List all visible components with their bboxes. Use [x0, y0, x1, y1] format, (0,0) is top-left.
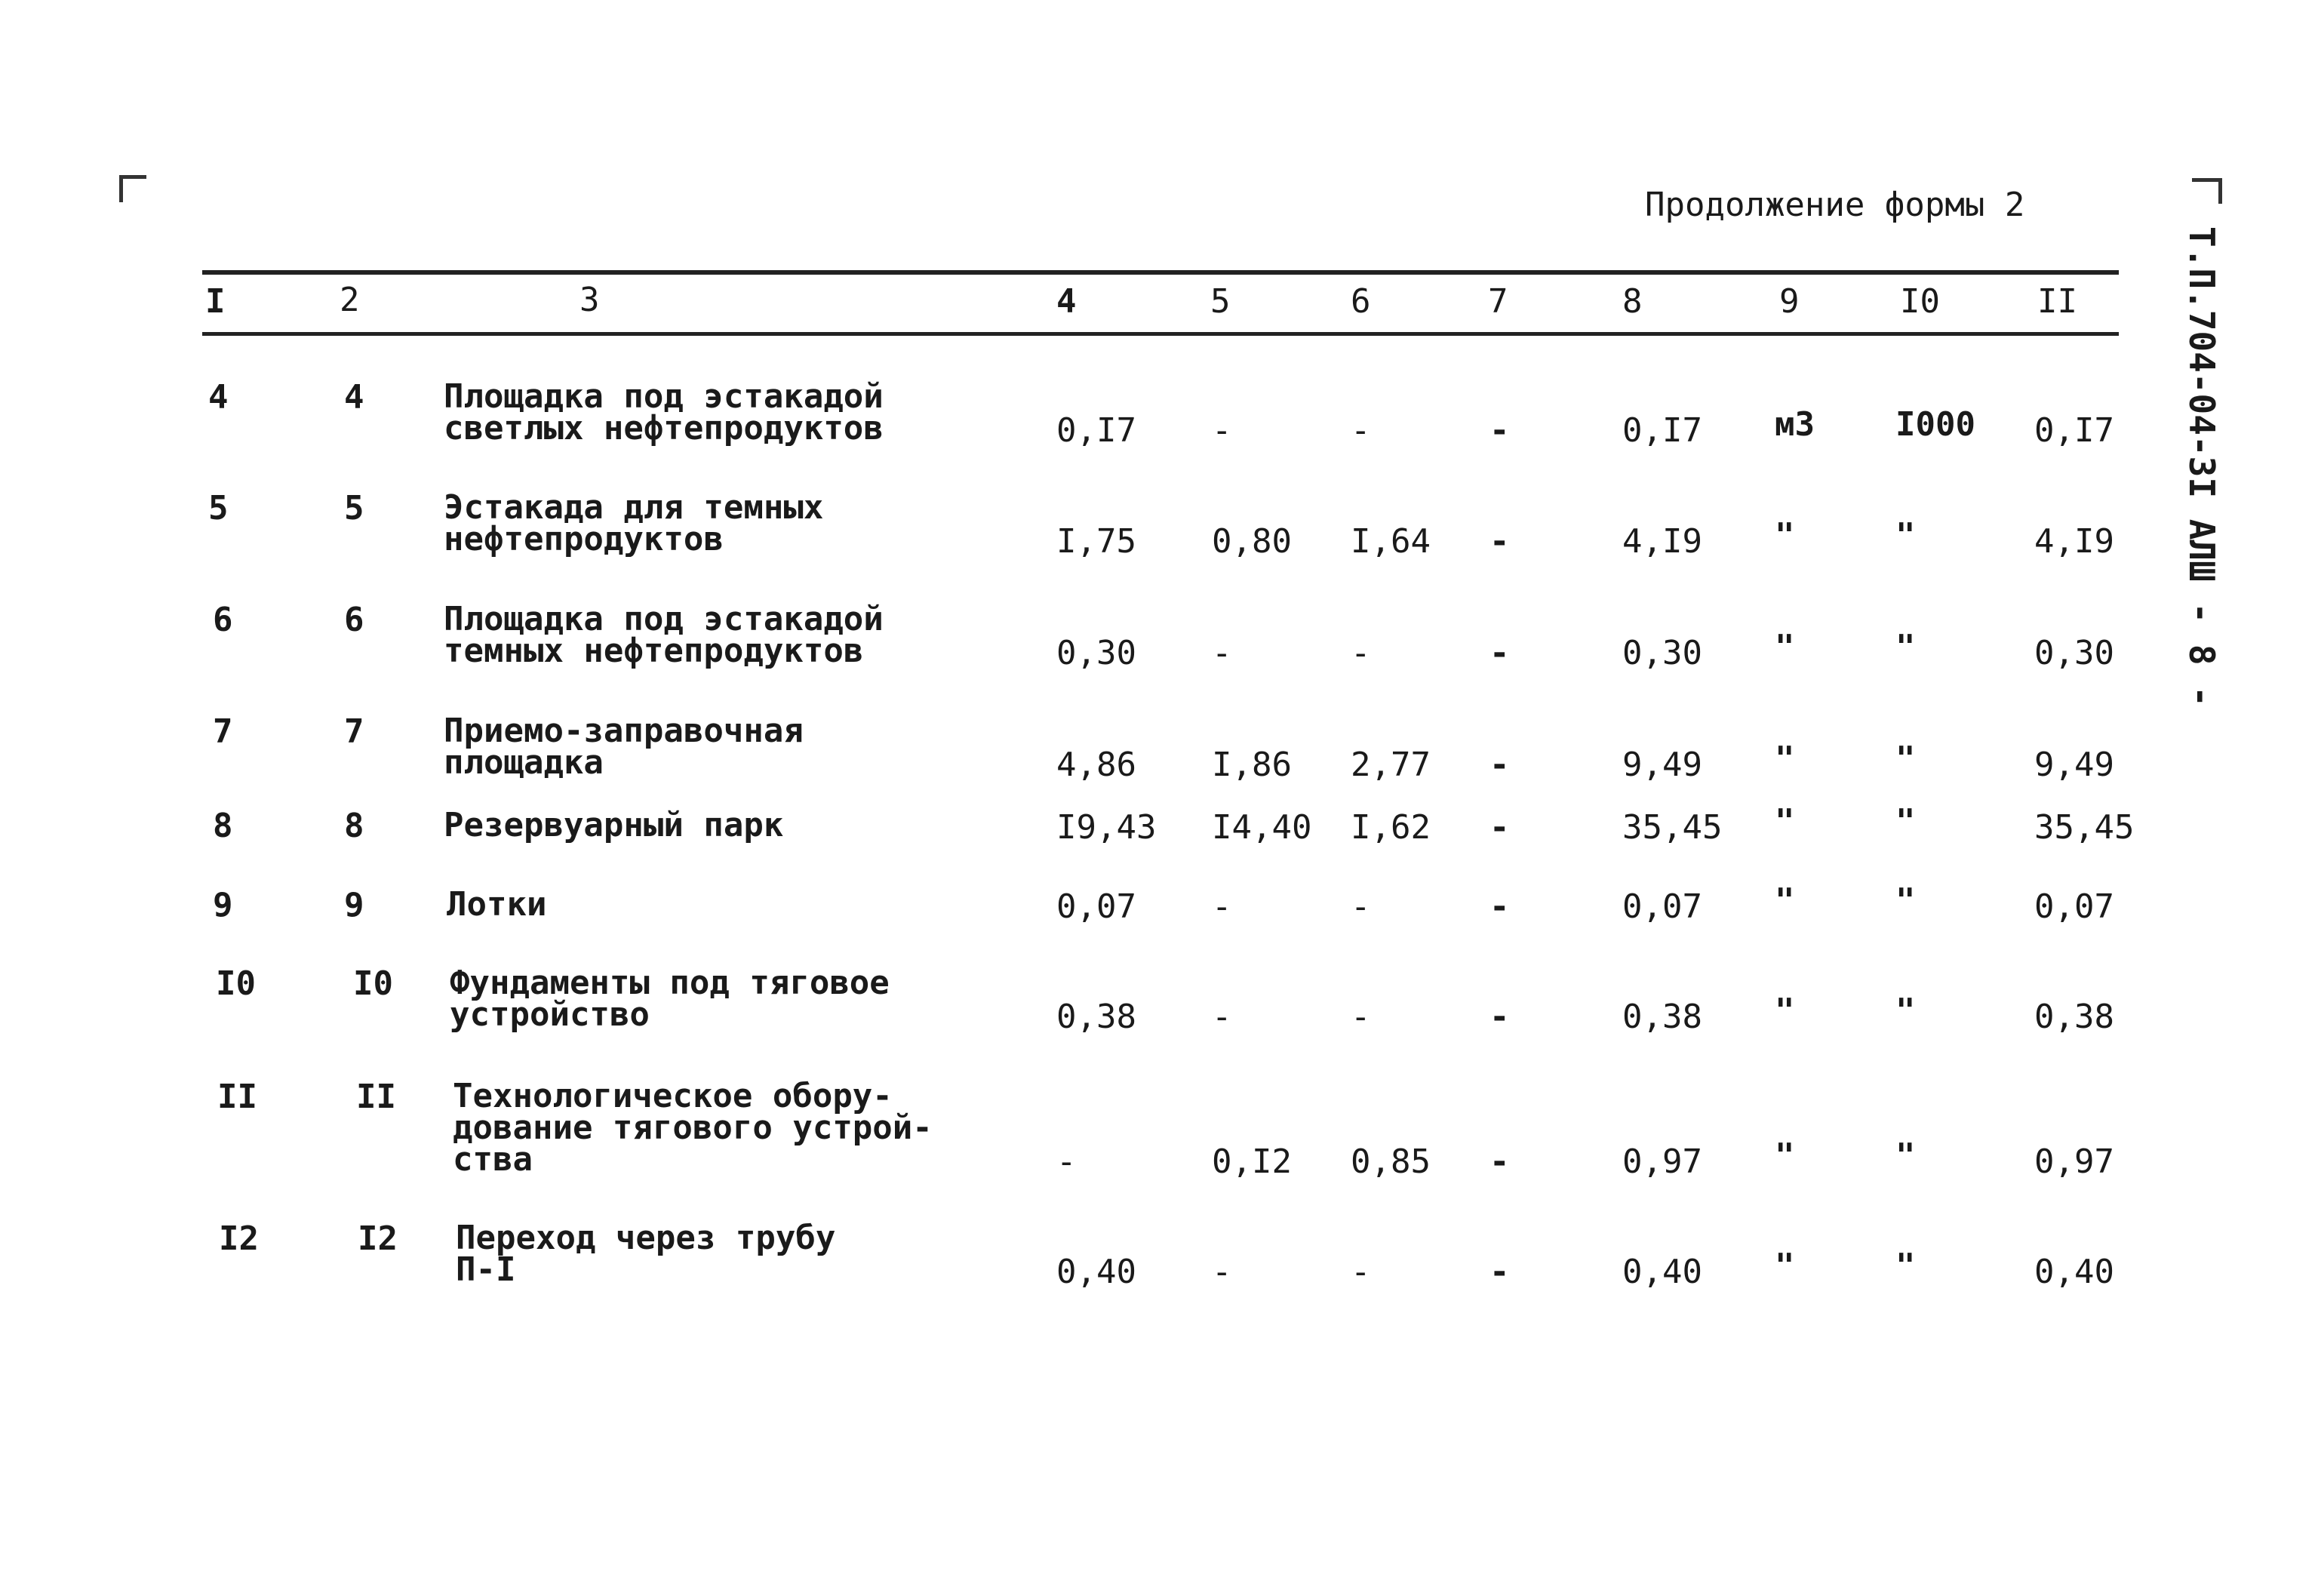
cell-col1: 6	[213, 601, 233, 639]
cell-col2: 6	[344, 601, 364, 639]
cell-item-name: Эстакада для темных нефтепродуктов	[444, 488, 824, 558]
cell-col6: -	[1351, 634, 1371, 672]
column-header-9: 9	[1779, 282, 1800, 321]
cell-col11: 9,49	[2034, 746, 2114, 784]
cell-col6: I,62	[1351, 808, 1431, 847]
cell-col6: -	[1351, 1253, 1371, 1291]
cell-col10: "	[1895, 740, 1916, 778]
cell-col2: 8	[344, 807, 364, 845]
cell-col1: II	[217, 1078, 257, 1116]
column-header-6: 6	[1351, 282, 1371, 321]
cell-col4: 0,I7	[1056, 411, 1136, 450]
corner-mark-right	[2192, 178, 2222, 204]
cell-col1: I0	[216, 964, 256, 1003]
cell-col7: -	[1489, 522, 1510, 561]
cell-col7: -	[1489, 887, 1510, 926]
column-header-1: I	[205, 282, 226, 321]
cell-col5: 0,I2	[1212, 1142, 1292, 1181]
cell-col2: 9	[344, 886, 364, 924]
cell-item-name: Приемо-заправочная площадка	[444, 712, 804, 782]
table-top-rule	[202, 270, 2119, 275]
corner-mark-left	[119, 175, 146, 202]
cell-col5: 0,80	[1212, 522, 1292, 561]
cell-item-name: Технологическое обору- дование тягового устрой- ства	[453, 1077, 933, 1179]
cell-col5: -	[1212, 1253, 1232, 1291]
table-header-rule	[202, 332, 2119, 336]
cell-item-name: Площадка под эстакадой темных нефтепродуктов	[444, 600, 884, 670]
cell-col1: 7	[213, 712, 233, 751]
cell-col2: I0	[353, 964, 393, 1003]
column-header-5: 5	[1210, 282, 1231, 321]
cell-item-name: Фундаменты под тяговое устройство	[450, 964, 890, 1034]
cell-col1: I2	[219, 1219, 259, 1258]
form-caption: Продолжение формы 2	[1645, 186, 2025, 224]
cell-col9: "	[1775, 1136, 1795, 1175]
cell-col8: 0,40	[1622, 1253, 1702, 1291]
cell-col5: -	[1212, 887, 1232, 926]
cell-col7: -	[1489, 411, 1510, 450]
cell-col8: 35,45	[1622, 808, 1723, 847]
cell-col11: 35,45	[2034, 808, 2135, 847]
cell-col10: I000	[1895, 405, 1975, 444]
cell-col6: 2,77	[1351, 746, 1431, 784]
column-header-10: I0	[1900, 282, 1940, 321]
cell-col4: 0,30	[1056, 634, 1136, 672]
cell-col6: -	[1351, 411, 1371, 450]
cell-col5: I,86	[1212, 746, 1292, 784]
cell-col9: "	[1775, 628, 1795, 666]
cell-col11: 4,I9	[2034, 522, 2114, 561]
cell-col7: -	[1489, 746, 1510, 784]
cell-col6: I,64	[1351, 522, 1431, 561]
cell-col8: 0,I7	[1622, 411, 1702, 450]
cell-col9: "	[1775, 881, 1795, 920]
cell-col4: 0,38	[1056, 998, 1136, 1036]
cell-col1: 9	[213, 886, 233, 924]
cell-col5: -	[1212, 411, 1232, 450]
cell-col10: "	[1895, 1247, 1916, 1285]
cell-col10: "	[1895, 881, 1916, 920]
column-header-7: 7	[1488, 282, 1508, 321]
column-header-8: 8	[1622, 282, 1643, 321]
cell-col2: II	[356, 1078, 396, 1116]
column-header-4: 4	[1056, 282, 1077, 321]
cell-item-name: Переход через трубу П-I	[456, 1219, 836, 1289]
cell-col5: I4,40	[1212, 808, 1312, 847]
column-header-11: II	[2037, 282, 2077, 321]
cell-col10: "	[1895, 516, 1916, 555]
cell-col10: "	[1895, 802, 1916, 841]
cell-col11: 0,07	[2034, 887, 2114, 926]
cell-col8: 0,97	[1622, 1142, 1702, 1181]
cell-item-name: Лотки	[447, 885, 547, 924]
cell-col8: 0,38	[1622, 998, 1702, 1036]
cell-col9: "	[1775, 740, 1795, 778]
cell-col4: I9,43	[1056, 808, 1157, 847]
cell-col10: "	[1895, 628, 1916, 666]
cell-col8: 9,49	[1622, 746, 1702, 784]
cell-col5: -	[1212, 998, 1232, 1036]
cell-col2: 7	[344, 712, 364, 751]
cell-col9: "	[1775, 992, 1795, 1030]
cell-col9: "	[1775, 1247, 1795, 1285]
cell-col4: 4,86	[1056, 746, 1136, 784]
cell-col7: -	[1489, 1142, 1510, 1181]
cell-col1: 8	[213, 807, 233, 845]
cell-col10: "	[1895, 992, 1916, 1030]
cell-col2: 5	[344, 489, 364, 527]
cell-col5: -	[1212, 634, 1232, 672]
cell-col4: 0,40	[1056, 1253, 1136, 1291]
cell-col4: I,75	[1056, 522, 1136, 561]
cell-col4: 0,07	[1056, 887, 1136, 926]
cell-col8: 4,I9	[1622, 522, 1702, 561]
column-header-3: 3	[580, 281, 600, 319]
cell-col10: "	[1895, 1136, 1916, 1175]
cell-col4: -	[1056, 1142, 1077, 1181]
cell-col1: 4	[208, 378, 229, 417]
cell-col6: -	[1351, 887, 1371, 926]
cell-col11: 0,I7	[2034, 411, 2114, 450]
column-header-2: 2	[340, 281, 360, 319]
cell-item-name: Резервуарный парк	[444, 806, 784, 844]
cell-col9: "	[1775, 516, 1795, 555]
cell-col8: 0,07	[1622, 887, 1702, 926]
cell-col1: 5	[208, 489, 229, 527]
cell-col7: -	[1489, 998, 1510, 1036]
cell-col9: м3	[1775, 405, 1815, 444]
cell-col7: -	[1489, 808, 1510, 847]
cell-col11: 0,38	[2034, 998, 2114, 1036]
cell-col6: 0,85	[1351, 1142, 1431, 1181]
cell-col11: 0,30	[2034, 634, 2114, 672]
cell-col9: "	[1775, 802, 1795, 841]
document-code: Т.П.704-04-3I АЛШ - 8 -	[2181, 226, 2222, 707]
cell-col7: -	[1489, 1253, 1510, 1291]
cell-col11: 0,97	[2034, 1142, 2114, 1181]
cell-item-name: Площадка под эстакадой светлых нефтепродуктов	[444, 377, 884, 447]
cell-col2: I2	[358, 1219, 398, 1258]
cell-col7: -	[1489, 634, 1510, 672]
cell-col11: 0,40	[2034, 1253, 2114, 1291]
cell-col6: -	[1351, 998, 1371, 1036]
cell-col8: 0,30	[1622, 634, 1702, 672]
cell-col2: 4	[344, 378, 364, 417]
